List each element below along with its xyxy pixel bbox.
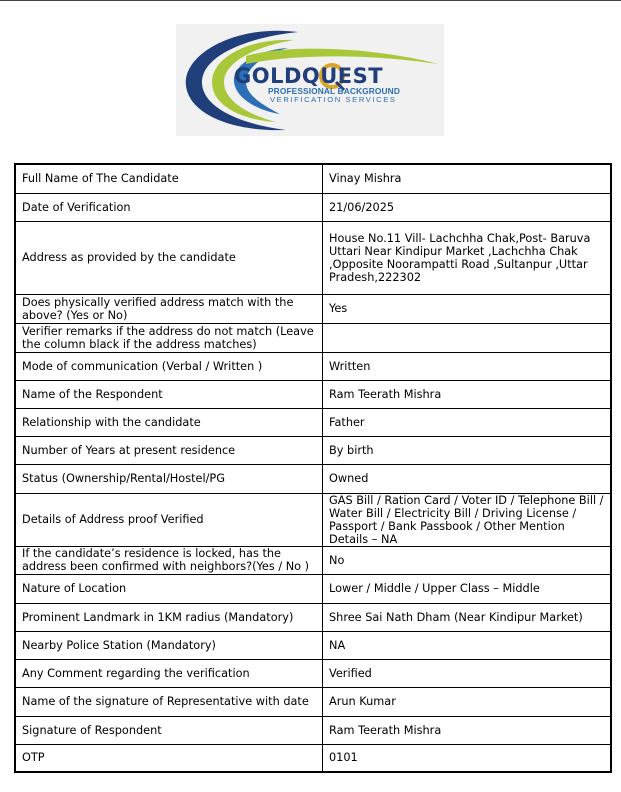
field-value: Shree Sai Nath Dham (Near Kindipur Market) xyxy=(323,603,612,631)
table-row xyxy=(15,546,611,574)
table-row xyxy=(15,352,611,380)
field-label: Status (Ownership/Rental/Hostel/PG xyxy=(15,464,323,493)
field-value: Written xyxy=(323,352,612,380)
field-value: Vinay Mishra xyxy=(323,164,612,193)
table-row xyxy=(15,323,611,352)
logo-tagline-1: PROFESSIONAL BACKGROUND xyxy=(268,86,400,96)
logo-brand: GOLDQUEST xyxy=(234,64,384,88)
field-label: Nature of Location xyxy=(15,574,323,603)
field-value: Yes xyxy=(323,294,612,323)
field-label: Date of Verification xyxy=(15,193,323,221)
table-row xyxy=(15,164,611,193)
field-value: Lower / Middle / Upper Class – Middle xyxy=(323,574,612,603)
field-label: Details of Address proof Verified xyxy=(15,493,323,546)
field-label: Address as provided by the candidate xyxy=(15,221,323,294)
table-row xyxy=(15,294,611,323)
table-row xyxy=(15,193,611,221)
table-row xyxy=(15,687,611,716)
field-value: Father xyxy=(323,408,612,436)
field-value: Owned xyxy=(323,464,612,493)
table-row xyxy=(15,408,611,436)
field-value: NA xyxy=(323,631,612,659)
field-label: Number of Years at present residence xyxy=(15,436,323,464)
field-value: 0101 xyxy=(323,744,612,772)
table-row xyxy=(15,464,611,493)
field-label: Verifier remarks if the address do not match (Leave the column black if the address matches) xyxy=(15,323,323,352)
field-value: 21/06/2025 xyxy=(323,193,612,221)
field-label: If the candidate’s residence is locked, has the address been confirmed with neighbors?(Yes / No ) xyxy=(15,546,323,574)
table-row xyxy=(15,436,611,464)
field-value: No xyxy=(323,546,612,574)
table-row xyxy=(15,221,611,294)
field-value: By birth xyxy=(323,436,612,464)
table-row xyxy=(15,574,611,603)
field-label: Mode of communication (Verbal / Written ) xyxy=(15,352,323,380)
table-row xyxy=(15,659,611,687)
table-row xyxy=(15,631,611,659)
field-label: Any Comment regarding the verification xyxy=(15,659,323,687)
field-value: Ram Teerath Mishra xyxy=(323,716,612,744)
field-value: GAS Bill / Ration Card / Voter ID / Telephone Bill / Water Bill / Electricity Bill / Driving License / Passport / Bank Passbook / Other Mention Details – NA xyxy=(323,493,612,546)
table-row xyxy=(15,744,611,772)
field-value: House No.11 Vill- Lachchha Chak,Post- Baruva Uttari Near Kindipur Market ,Lachchha Chak ,Opposite Noorampatti Road ,Sultanpur ,Uttar Pradesh,222302 xyxy=(323,221,612,294)
field-value: Verified xyxy=(323,659,612,687)
table-row xyxy=(15,493,611,546)
field-label: Nearby Police Station (Mandatory) xyxy=(15,631,323,659)
field-label: Full Name of The Candidate xyxy=(15,164,323,193)
table-row xyxy=(15,716,611,744)
verification-table xyxy=(14,163,612,773)
table-row xyxy=(15,380,611,408)
top-rule xyxy=(0,0,621,1)
field-label: Name of the Respondent xyxy=(15,380,323,408)
goldquest-logo xyxy=(176,24,444,136)
field-label: Name of the signature of Representative with date xyxy=(15,687,323,716)
field-value xyxy=(323,323,612,352)
field-value: Ram Teerath Mishra xyxy=(323,380,612,408)
logo-tagline-2: VERIFICATION SERVICES xyxy=(270,95,397,104)
field-label: Does physically verified address match with the above? (Yes or No) xyxy=(15,294,323,323)
field-label: Prominent Landmark in 1KM radius (Mandatory) xyxy=(15,603,323,631)
table-row xyxy=(15,603,611,631)
field-value: Arun Kumar xyxy=(323,687,612,716)
field-label: Relationship with the candidate xyxy=(15,408,323,436)
field-label: OTP xyxy=(15,744,323,772)
field-label: Signature of Respondent xyxy=(15,716,323,744)
